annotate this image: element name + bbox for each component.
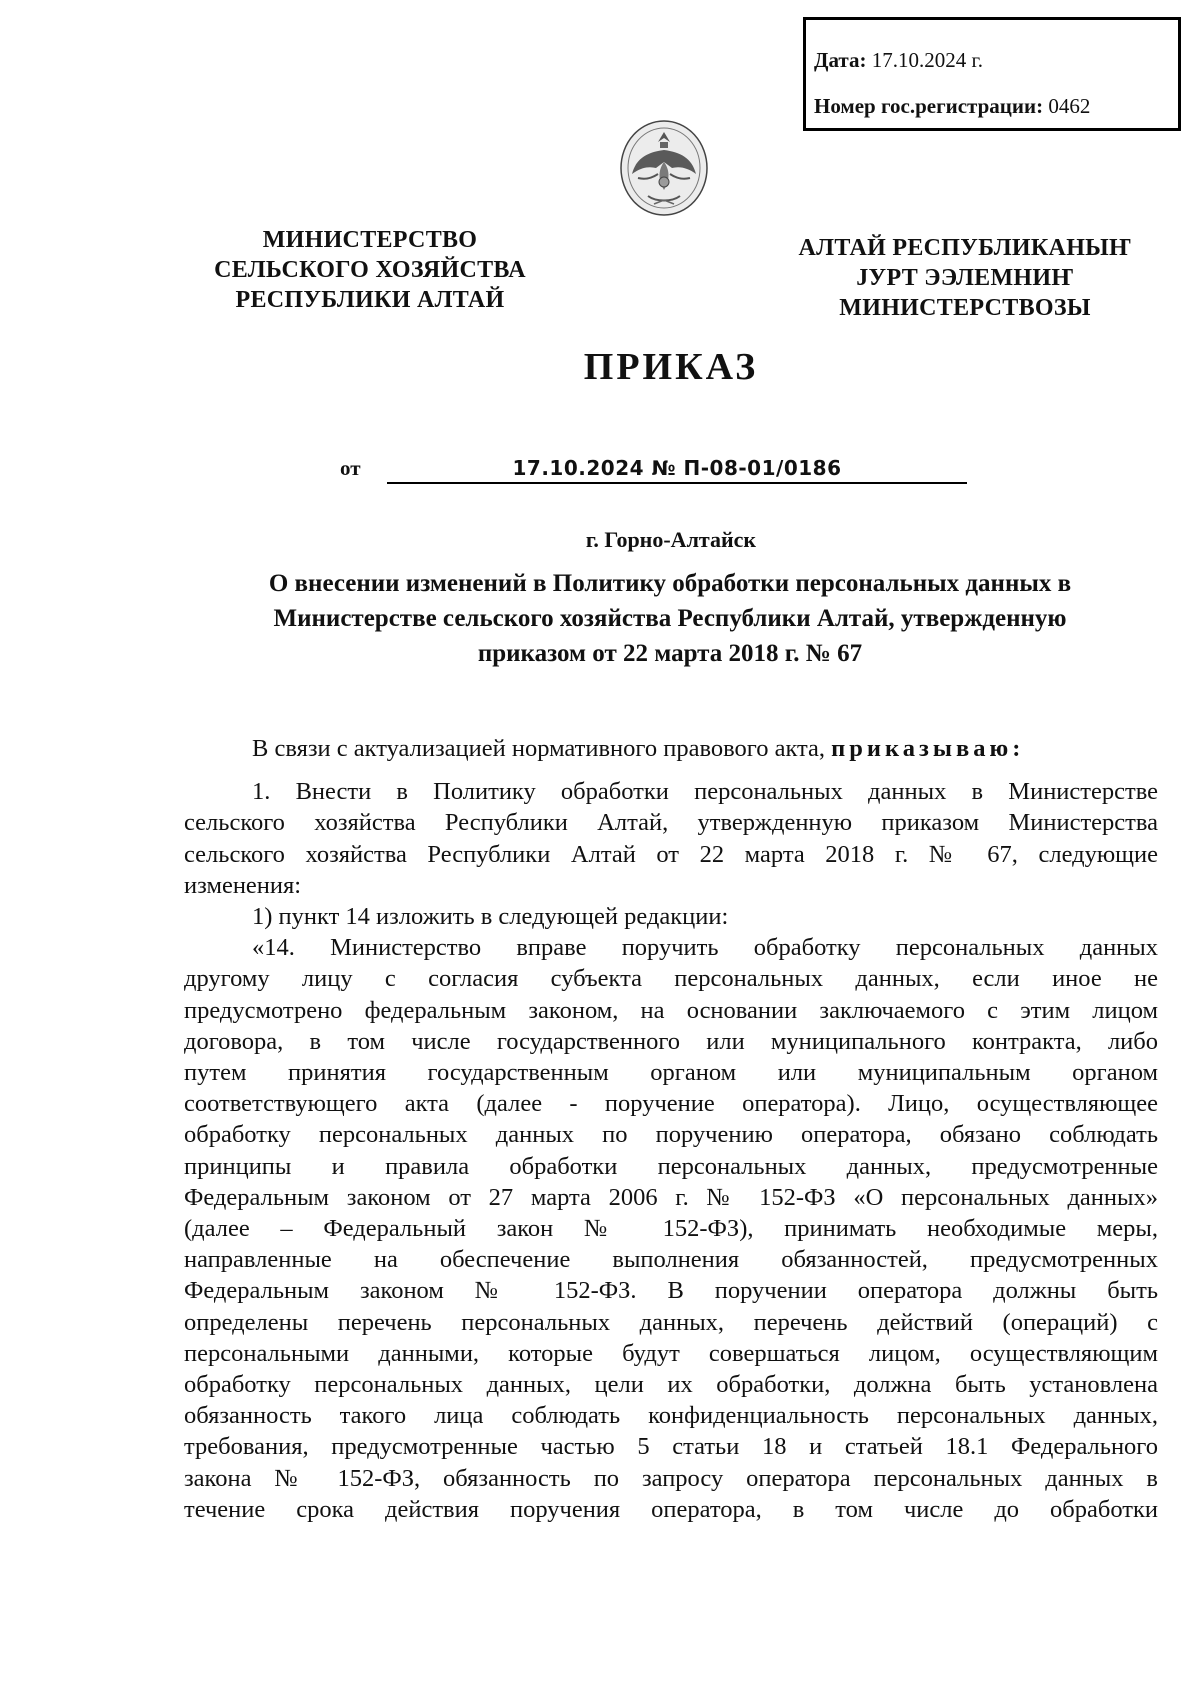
registration-number-value: 0462 bbox=[1048, 94, 1091, 118]
order-date-number bbox=[340, 456, 967, 484]
body-line: Федеральным законом № 152-ФЗ. В поручении оператора должны быть bbox=[184, 1277, 1158, 1305]
body-line: течение срока действия поручения оператора, в том числе до обработки bbox=[184, 1495, 1158, 1523]
ministry-name-russian-line: СЕЛЬСКОГО ХОЗЯЙСТВА bbox=[214, 257, 526, 283]
order-body bbox=[184, 733, 1158, 1525]
registration-date-value: 17.10.2024 г. bbox=[871, 48, 983, 72]
body-line: закона № 152-ФЗ, обязанность по запросу оператора персональных данных в bbox=[184, 1464, 1158, 1492]
body-line: Федеральным законом от 27 марта 2006 г. № 152-ФЗ «О персональных данных» bbox=[184, 1183, 1158, 1211]
ministry-name-russian-line: РЕСПУБЛИКИ АЛТАЙ bbox=[235, 287, 505, 313]
body-line: сельского хозяйства Республики Алтай от 22 марта 2018 г. № 67, следующие bbox=[184, 840, 1158, 868]
body-line: обработку персональных данных по поручению оператора, обязано соблюдать bbox=[184, 1121, 1158, 1149]
body-line: направленные на обеспечение выполнения обязанностей, предусмотренных bbox=[184, 1246, 1158, 1274]
body-line: обязанность такого лица соблюдать конфиденциальность персональных данных, bbox=[184, 1402, 1158, 1430]
body-line: 1) пункт 14 изложить в следующей редакции: bbox=[252, 903, 729, 931]
body-line: требования, предусмотренные частью 5 статьи 18 и статьей 18.1 Федерального bbox=[184, 1433, 1158, 1461]
order-number: 17.10.2024 № П-08-01/0186 bbox=[387, 456, 967, 484]
body-line: другому лицу с согласия субъекта персональных данных, если иное не bbox=[184, 965, 1158, 993]
order-intro-text: В связи с актуализацией нормативного правового акта, bbox=[252, 735, 826, 762]
ministry-name-altai bbox=[765, 233, 1165, 323]
body-line: определены перечень персональных данных, перечень действий (операций) с bbox=[184, 1308, 1158, 1336]
city-name: г. Горно-Алтайск bbox=[585, 527, 757, 552]
ministry-name-russian bbox=[170, 225, 570, 315]
ministry-name-altai-line: АЛТАЙ РЕСПУБЛИКАНЫҤ bbox=[798, 235, 1132, 261]
body-line: (далее – Федеральный закон № 152-ФЗ), принимать необходимые меры, bbox=[184, 1215, 1158, 1243]
body-line: персональными данными, которые будут совершаться лицом, осуществляющим bbox=[184, 1339, 1158, 1367]
body-line: «14. Министерство вправе поручить обработку персональных данных bbox=[252, 934, 1158, 962]
body-line: обработку персональных данных, цели их обработки, должна быть установлена bbox=[184, 1371, 1158, 1399]
body-line: предусмотрено федеральным законом, на основании заключаемого с этим лицом bbox=[184, 996, 1158, 1024]
body-line: путем принятия государственным органом или муниципальным органом bbox=[184, 1059, 1158, 1087]
order-subject bbox=[190, 566, 1150, 671]
registration-stamp bbox=[803, 17, 1181, 131]
registration-date-label: Дата: bbox=[814, 48, 867, 72]
registration-number-label: Номер гос.регистрации: bbox=[814, 94, 1044, 118]
body-line: договора, в том числе государственного или муниципального контракта, либо bbox=[184, 1027, 1158, 1055]
ministry-name-altai-line: МИНИСТЕРСТВОЗЫ bbox=[839, 295, 1091, 321]
order-subject-line: приказом от 22 марта 2018 г. № 67 bbox=[477, 640, 863, 667]
document-title: ПРИКАЗ bbox=[583, 346, 759, 388]
order-subject-line: О внесении изменений в Политику обработки персональных данных в bbox=[268, 570, 1072, 597]
order-subject-line: Министерстве сельского хозяйства Республики Алтай, утвержденную bbox=[273, 605, 1067, 632]
order-body-lines bbox=[184, 776, 1158, 1525]
from-label: от bbox=[340, 456, 361, 480]
order-decree-word: приказываю: bbox=[831, 735, 1025, 762]
registration-date bbox=[814, 37, 1178, 83]
body-line: изменения: bbox=[184, 871, 302, 899]
order-intro bbox=[184, 733, 1158, 764]
registration-number bbox=[814, 83, 1178, 129]
body-line: 1. Внести в Политику обработки персональных данных в Министерстве bbox=[252, 778, 1158, 806]
body-line: принципы и правила обработки персональных данных, предусмотренные bbox=[184, 1152, 1158, 1180]
body-line: сельского хозяйства Республики Алтай, утвержденную приказом Министерства bbox=[184, 809, 1158, 837]
ministry-name-altai-line: ЈУРТ ЭЭЛЕМНИҤ bbox=[856, 265, 1074, 291]
coat-of-arms-icon bbox=[618, 118, 710, 218]
ministry-name-russian-line: МИНИСТЕРСТВО bbox=[262, 227, 478, 253]
body-line: соответствующего акта (далее - поручение оператора). Лицо, осуществляющее bbox=[184, 1090, 1158, 1118]
